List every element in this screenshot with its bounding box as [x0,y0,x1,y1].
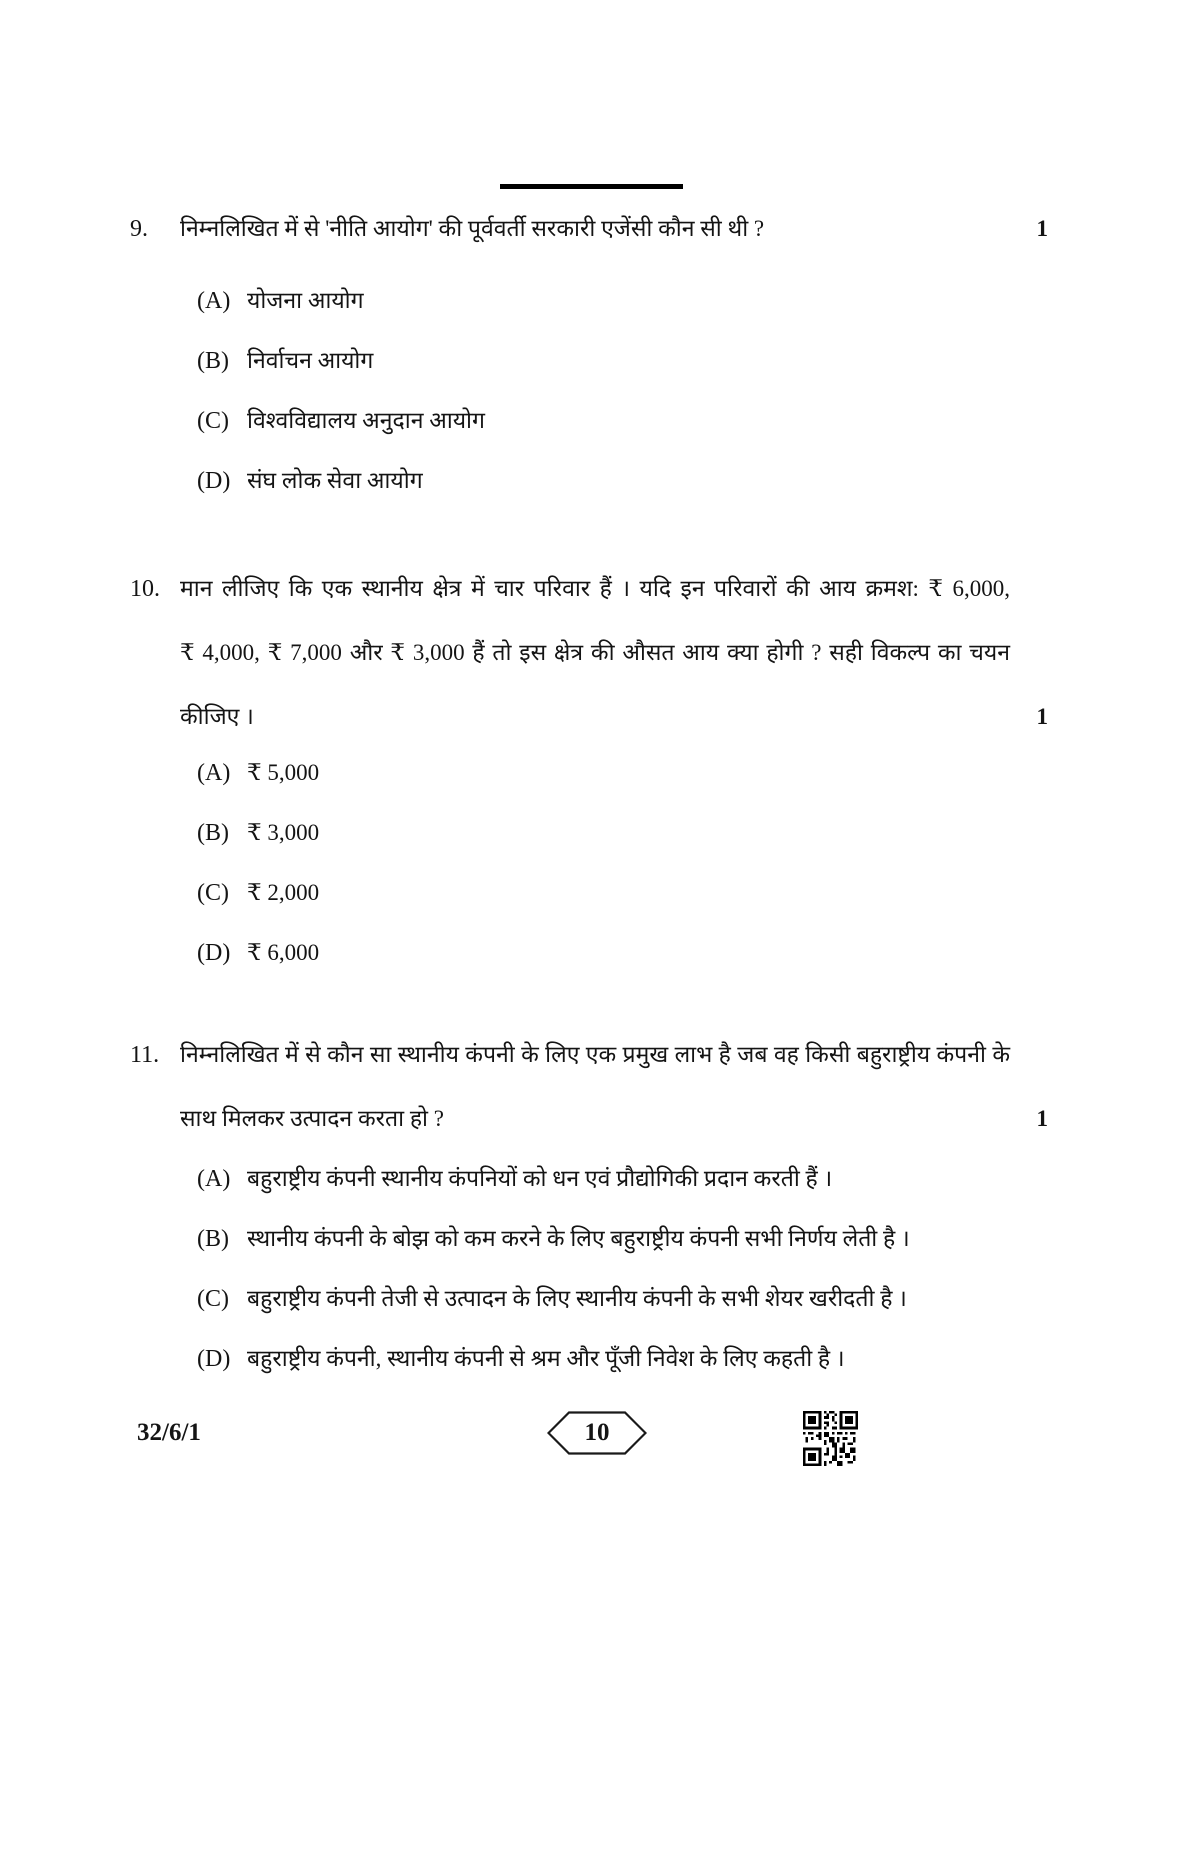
option-label: (A) [197,760,231,786]
option-row [197,1341,1048,1377]
question-text-line: साथ मिलकर उत्पादन करता हो ? [180,1106,444,1131]
option-row [197,1281,1048,1317]
question-number: 9. [130,216,148,242]
question-10 [130,571,1048,971]
option-text: ₹ 2,000 [247,880,320,905]
option-text: संघ लोक सेवा आयोग [247,468,423,493]
option-label: (C) [197,1286,229,1312]
question-text-line: निम्नलिखित में से कौन सा स्थानीय कंपनी के लिए एक प्रमुख लाभ है जब वह किसी बहुराष्ट्रीय कंपनी के [180,1042,1010,1067]
option-row [197,815,1048,851]
question-text [180,211,1010,247]
option-row [197,755,1048,791]
option-row [197,1161,1048,1197]
option-text: बहुराष्ट्रीय कंपनी तेजी से उत्पादन के लिए स्थानीय कंपनी के सभी शेयर खरीदती है । [247,1286,907,1311]
option-label: (C) [197,880,229,906]
option-row [197,875,1048,911]
option-text: स्थानीय कंपनी के बोझ को कम करने के लिए बहुराष्ट्रीय कंपनी सभी निर्णय लेती है । [247,1226,910,1251]
option-row [197,935,1048,971]
question-number: 11. [130,1042,160,1068]
question-9 [130,211,1048,499]
question-9-head [130,211,1048,247]
question-11 [130,1037,1048,1377]
option-text: ₹ 3,000 [247,820,320,845]
option-row [197,1221,1048,1257]
option-row [197,463,1048,499]
exam-paper-page [0,184,1190,1867]
page-footer [0,1411,1190,1469]
option-label: (A) [197,288,231,314]
options-list [197,1161,1048,1377]
option-label: (D) [197,1346,231,1372]
option-label: (B) [197,820,229,846]
question-text-line: कीजिए । [180,704,254,729]
option-label: (B) [197,348,229,374]
marks-value: 1 [1036,704,1048,729]
section-divider-rule [500,184,683,189]
option-text: बहुराष्ट्रीय कंपनी स्थानीय कंपनियों को धन एवं प्रौद्योगिकी प्रदान करती हैं । [247,1166,833,1191]
qr-code-graphic [803,1411,858,1466]
page-number-hexagon [547,1411,647,1455]
question-text-line: निम्नलिखित में से 'नीति आयोग' की पूर्ववर्ती सरकारी एजेंसी कौन सी थी ? [180,216,765,241]
marks-value: 1 [1036,216,1048,241]
question-text [180,1037,1010,1137]
question-10-head [130,571,1048,735]
option-row [197,403,1048,439]
option-label: (D) [197,940,231,966]
paper-code: 32/6/1 [137,1419,201,1446]
qr-code [803,1411,858,1466]
option-text: विश्वविद्यालय अनुदान आयोग [247,408,485,433]
options-list [197,755,1048,971]
option-label: (A) [197,1166,231,1192]
option-label: (D) [197,468,231,494]
option-row [197,343,1048,379]
questions-area [130,211,1048,1377]
option-text: निर्वाचन आयोग [247,348,374,373]
option-text: बहुराष्ट्रीय कंपनी, स्थानीय कंपनी से श्रम और पूँजी निवेश के लिए कहती है । [247,1346,845,1371]
marks-value: 1 [1036,1106,1048,1131]
question-text-line: मान लीजिए कि एक स्थानीय क्षेत्र में चार परिवार हैं । यदि इन परिवारों की आय क्रमश: ₹ 6,000, [180,576,1010,601]
question-11-head [130,1037,1048,1137]
question-number: 10. [130,576,160,602]
option-text: योजना आयोग [247,288,364,313]
options-list [197,283,1048,499]
page-number: 10 [584,1419,610,1446]
option-label: (C) [197,408,229,434]
option-row [197,283,1048,319]
option-text: ₹ 5,000 [247,760,320,785]
question-text [180,571,1010,735]
option-label: (B) [197,1226,229,1252]
question-text-line: ₹ 4,000, ₹ 7,000 और ₹ 3,000 हैं तो इस क्षेत्र की औसत आय क्या होगी ? सही विकल्प का चयन [180,640,1010,665]
option-text: ₹ 6,000 [247,940,320,965]
